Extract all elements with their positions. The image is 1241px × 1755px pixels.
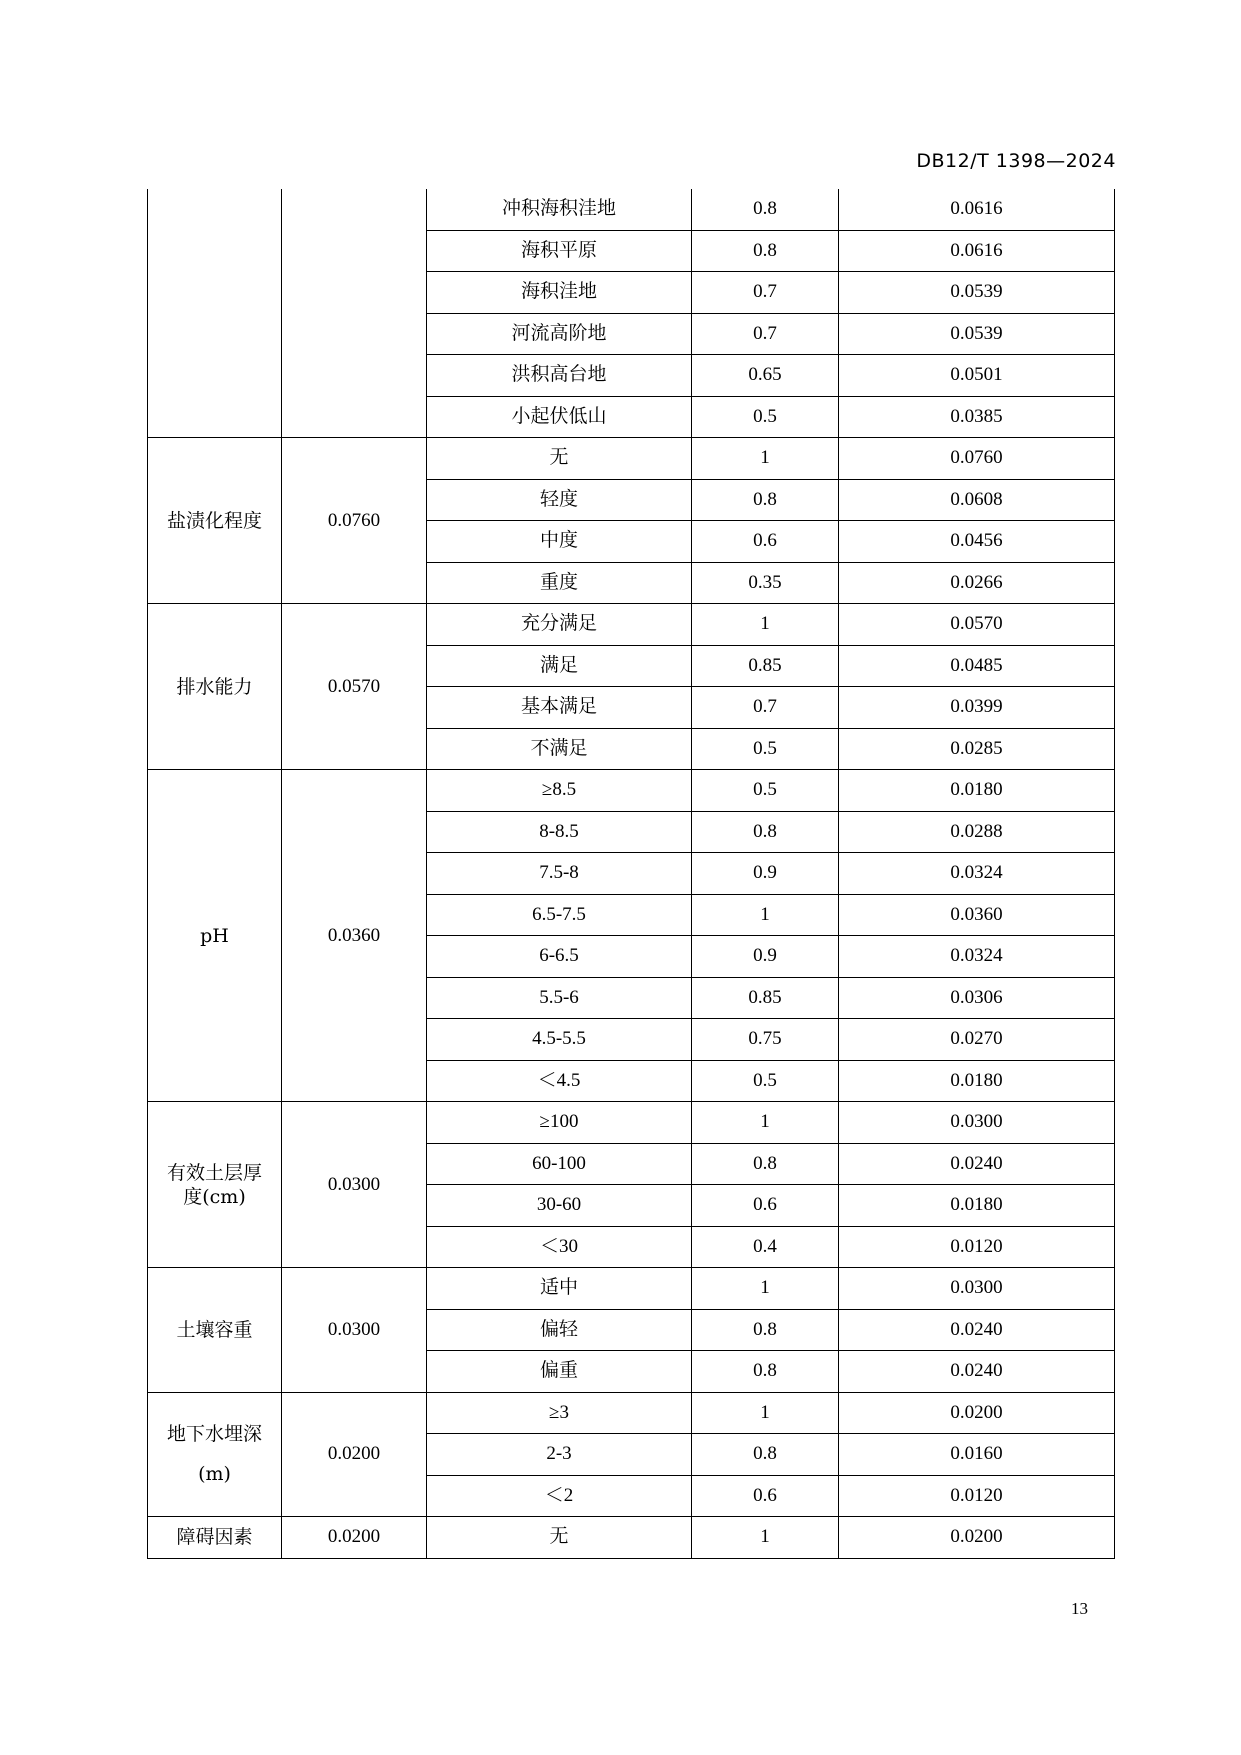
score-cell: 0.6: [692, 521, 839, 563]
value-cell: 0.0240: [839, 1309, 1115, 1351]
table-row: [148, 1392, 1115, 1434]
score-cell: 0.8: [692, 1309, 839, 1351]
grade-cell: 海积洼地: [427, 272, 692, 314]
score-cell: 0.5: [692, 728, 839, 770]
factor-cell: 排水能力: [148, 604, 282, 770]
document-code: DB12/T 1398—2024: [916, 150, 1116, 172]
grade-cell: 充分满足: [427, 604, 692, 646]
grade-cell: 河流高阶地: [427, 313, 692, 355]
value-cell: 0.0300: [839, 1268, 1115, 1310]
score-cell: 0.8: [692, 1434, 839, 1476]
grade-cell: ≥3: [427, 1392, 692, 1434]
score-cell: 1: [692, 1102, 839, 1144]
value-cell: 0.0324: [839, 936, 1115, 978]
grade-cell: 小起伏低山: [427, 396, 692, 438]
score-cell: 0.85: [692, 977, 839, 1019]
value-cell: 0.0240: [839, 1143, 1115, 1185]
score-cell: 0.6: [692, 1185, 839, 1227]
score-cell: 0.6: [692, 1475, 839, 1517]
weight-cell: 0.0570: [282, 604, 427, 770]
score-cell: 0.8: [692, 811, 839, 853]
value-cell: 0.0360: [839, 894, 1115, 936]
grade-cell: ＜30: [427, 1226, 692, 1268]
score-cell: 0.5: [692, 1060, 839, 1102]
score-cell: 0.9: [692, 853, 839, 895]
grade-cell: 8-8.5: [427, 811, 692, 853]
value-cell: 0.0120: [839, 1475, 1115, 1517]
score-cell: 0.4: [692, 1226, 839, 1268]
score-cell: 0.7: [692, 687, 839, 729]
weight-cell: 0.0360: [282, 770, 427, 1102]
score-cell: 1: [692, 604, 839, 646]
weight-cell: 0.0300: [282, 1268, 427, 1393]
score-cell: 0.85: [692, 645, 839, 687]
grade-cell: ≥100: [427, 1102, 692, 1144]
grade-cell: 6.5-7.5: [427, 894, 692, 936]
score-cell: 0.7: [692, 272, 839, 314]
value-cell: 0.0399: [839, 687, 1115, 729]
score-cell: 0.8: [692, 479, 839, 521]
value-cell: 0.0120: [839, 1226, 1115, 1268]
grade-cell: 海积平原: [427, 230, 692, 272]
value-cell: 0.0240: [839, 1351, 1115, 1393]
evaluation-table: [147, 189, 1115, 1559]
score-cell: 0.7: [692, 313, 839, 355]
grade-cell: 2-3: [427, 1434, 692, 1476]
factor-cell: 地下水埋深(m): [148, 1392, 282, 1517]
grade-cell: 基本满足: [427, 687, 692, 729]
score-cell: 1: [692, 438, 839, 480]
score-cell: 1: [692, 894, 839, 936]
table-row: [148, 438, 1115, 480]
factor-cell: 有效土层厚度(cm): [148, 1102, 282, 1268]
table-row: [148, 770, 1115, 812]
grade-cell: 洪积高台地: [427, 355, 692, 397]
value-cell: 0.0160: [839, 1434, 1115, 1476]
weight-cell: [282, 189, 427, 438]
value-cell: 0.0288: [839, 811, 1115, 853]
score-cell: 0.5: [692, 396, 839, 438]
value-cell: 0.0270: [839, 1019, 1115, 1061]
grade-cell: 5.5-6: [427, 977, 692, 1019]
value-cell: 0.0539: [839, 313, 1115, 355]
weight-cell: 0.0200: [282, 1392, 427, 1517]
value-cell: 0.0539: [839, 272, 1115, 314]
grade-cell: 中度: [427, 521, 692, 563]
score-cell: 0.8: [692, 189, 839, 230]
grade-cell: 满足: [427, 645, 692, 687]
grade-cell: 冲积海积洼地: [427, 189, 692, 230]
value-cell: 0.0760: [839, 438, 1115, 480]
value-cell: 0.0485: [839, 645, 1115, 687]
score-cell: 0.35: [692, 562, 839, 604]
grade-cell: ≥8.5: [427, 770, 692, 812]
score-cell: 0.8: [692, 1143, 839, 1185]
factor-cell: pH: [148, 770, 282, 1102]
table-row: [148, 604, 1115, 646]
weight-cell: 0.0300: [282, 1102, 427, 1268]
score-cell: 1: [692, 1517, 839, 1559]
factor-cell: [148, 189, 282, 438]
value-cell: 0.0608: [839, 479, 1115, 521]
value-cell: 0.0570: [839, 604, 1115, 646]
grade-cell: 轻度: [427, 479, 692, 521]
factor-cell: 土壤容重: [148, 1268, 282, 1393]
grade-cell: 7.5-8: [427, 853, 692, 895]
score-cell: 0.5: [692, 770, 839, 812]
value-cell: 0.0501: [839, 355, 1115, 397]
score-cell: 0.8: [692, 230, 839, 272]
value-cell: 0.0180: [839, 770, 1115, 812]
value-cell: 0.0180: [839, 1185, 1115, 1227]
table-row: [148, 1102, 1115, 1144]
grade-cell: 适中: [427, 1268, 692, 1310]
grade-cell: 不满足: [427, 728, 692, 770]
score-cell: 0.9: [692, 936, 839, 978]
grade-cell: 偏轻: [427, 1309, 692, 1351]
table-body: [148, 189, 1115, 1558]
weight-cell: 0.0760: [282, 438, 427, 604]
grade-cell: 30-60: [427, 1185, 692, 1227]
factor-cell: 障碍因素: [148, 1517, 282, 1559]
table-row: [148, 1517, 1115, 1559]
table-row: [148, 1268, 1115, 1310]
grade-cell: 4.5-5.5: [427, 1019, 692, 1061]
factor-cell: 盐渍化程度: [148, 438, 282, 604]
value-cell: 0.0180: [839, 1060, 1115, 1102]
value-cell: 0.0200: [839, 1517, 1115, 1559]
grade-cell: 重度: [427, 562, 692, 604]
score-cell: 0.65: [692, 355, 839, 397]
value-cell: 0.0200: [839, 1392, 1115, 1434]
score-cell: 0.8: [692, 1351, 839, 1393]
value-cell: 0.0616: [839, 189, 1115, 230]
value-cell: 0.0285: [839, 728, 1115, 770]
grade-cell: ＜2: [427, 1475, 692, 1517]
score-cell: 1: [692, 1268, 839, 1310]
table-row: [148, 189, 1115, 230]
value-cell: 0.0616: [839, 230, 1115, 272]
grade-cell: 无: [427, 1517, 692, 1559]
grade-cell: 60-100: [427, 1143, 692, 1185]
page-number: 13: [1071, 1599, 1088, 1618]
value-cell: 0.0300: [839, 1102, 1115, 1144]
grade-cell: 偏重: [427, 1351, 692, 1393]
score-cell: 0.75: [692, 1019, 839, 1061]
value-cell: 0.0266: [839, 562, 1115, 604]
grade-cell: 6-6.5: [427, 936, 692, 978]
weight-cell: 0.0200: [282, 1517, 427, 1559]
value-cell: 0.0306: [839, 977, 1115, 1019]
value-cell: 0.0385: [839, 396, 1115, 438]
value-cell: 0.0324: [839, 853, 1115, 895]
value-cell: 0.0456: [839, 521, 1115, 563]
grade-cell: ＜4.5: [427, 1060, 692, 1102]
grade-cell: 无: [427, 438, 692, 480]
score-cell: 1: [692, 1392, 839, 1434]
